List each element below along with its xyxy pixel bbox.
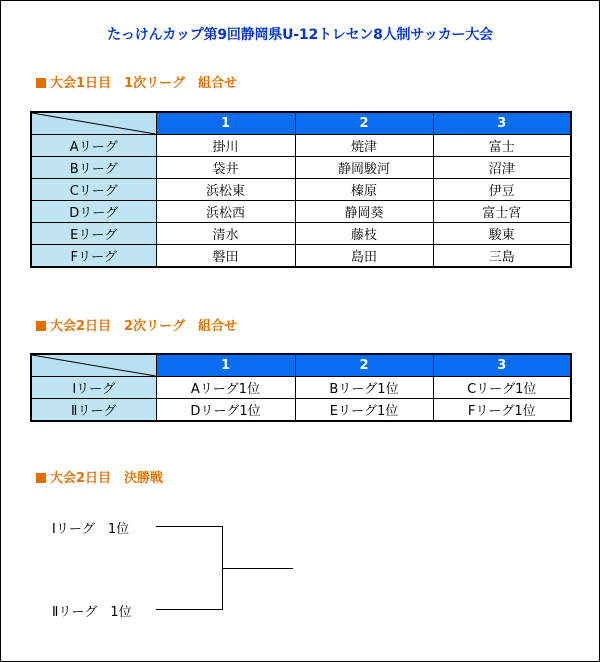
team-cell: 静岡葵 [295,201,433,223]
team-cell: 沼津 [433,157,571,179]
section-heading-first-round [36,72,237,91]
section-heading-final [36,467,163,486]
team-cell: 島田 [295,245,433,268]
team-cell: Dリーグ1位 [156,399,295,422]
table-row [31,135,571,157]
league-label: Aリーグ [31,135,156,157]
table-row [31,201,571,223]
team-cell: Aリーグ1位 [156,377,295,399]
diagonal-line-icon [32,355,156,376]
final-bottom-seed: Ⅱリーグ 1位 [52,605,132,620]
corner-cell [31,354,156,377]
team-cell: 伊豆 [433,179,571,201]
team-cell: 富士 [433,135,571,157]
column-header: 2 [295,112,433,135]
team-cell: Eリーグ1位 [295,399,433,422]
team-cell: Bリーグ1位 [295,377,433,399]
square-bullet-icon [36,473,46,483]
section-heading-text: 大会2日目 決勝戦 [50,471,164,486]
league-label: Ⅰリーグ [31,377,156,399]
diagonal-line-icon [32,113,156,134]
square-bullet-icon [36,321,46,331]
team-cell: 静岡駿河 [295,157,433,179]
table-row [31,223,571,245]
table-row [31,157,571,179]
league-label: Fリーグ [31,245,156,268]
team-cell: 清水 [156,223,295,245]
team-cell: 駿東 [433,223,571,245]
bracket-line-top [156,526,223,527]
column-header: 3 [433,354,571,377]
square-bullet-icon [36,78,46,88]
team-cell: 掛川 [156,135,295,157]
team-cell: 富士宮 [433,201,571,223]
league-label: Ⅱリーグ [31,399,156,422]
first-round-table [30,111,572,268]
team-cell: Cリーグ1位 [433,377,571,399]
league-label: Dリーグ [31,201,156,223]
table-row [31,377,571,399]
league-label: Eリーグ [31,223,156,245]
bracket-line-bottom [156,609,223,610]
column-header: 1 [156,354,295,377]
section-heading-text: 大会1日目 1次リーグ 組合せ [50,76,238,91]
bracket-line-winner [222,568,293,569]
team-cell: 袋井 [156,157,295,179]
team-cell: Fリーグ1位 [433,399,571,422]
corner-cell [31,112,156,135]
team-cell: 浜松西 [156,201,295,223]
table-row [31,245,571,268]
table-header-row [31,112,571,135]
league-label: Cリーグ [31,179,156,201]
table-row [31,399,571,422]
column-header: 1 [156,112,295,135]
team-cell: 榛原 [295,179,433,201]
section-heading-text: 大会2日目 2次リーグ 組合せ [50,319,238,334]
second-round-table [30,353,572,422]
table-row [31,179,571,201]
team-cell: 磐田 [156,245,295,268]
column-header: 3 [433,112,571,135]
team-cell: 焼津 [295,135,433,157]
team-cell: 浜松東 [156,179,295,201]
team-cell: 藤枝 [295,223,433,245]
page-title: たっけんカップ第9回静岡県U-12トレセン8人制サッカー大会 [107,27,493,43]
table-header-row [31,354,571,377]
final-top-seed: Ⅰリーグ 1位 [52,522,130,537]
team-cell: 三島 [433,245,571,268]
section-heading-second-round [36,315,237,334]
league-label: Bリーグ [31,157,156,179]
column-header: 2 [295,354,433,377]
